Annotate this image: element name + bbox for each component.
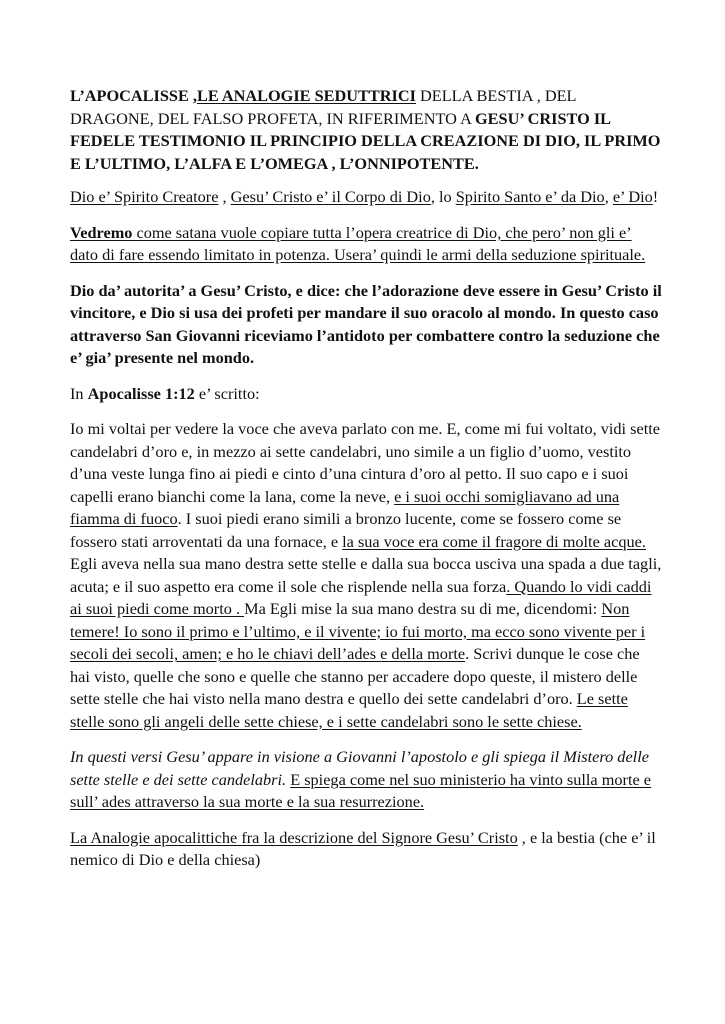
document-title	[70, 85, 662, 175]
title-plain-part: DELLA BESTIA , DEL DRAGONE, DEL FALSO PROFETA, IN RIFERIMENTO A	[70, 86, 576, 128]
title-bold-part: GESU’ CRISTO	[475, 108, 590, 128]
title-part: IL FEDELE TESTIMONIO IL PRINCIPIO DELLA CREAZIONE DI DIO, IL PRIMO E L’ULTIMO, L’ALFA E L’OMEGA , L’ONNIPOTENTE.	[70, 108, 661, 173]
paragraph-reference: In Apocalisse 1:12 e’ scritto:	[70, 383, 260, 403]
title-part: L’APOCALISSE ,	[70, 86, 197, 105]
paragraph-analogies: La Analogie apocalittiche fra la descrizione del Signore Gesu’ Cristo , e la bestia (che e’ il nemico di Dio e della chiesa)	[70, 827, 656, 869]
paragraph-authority: Dio da’ autorita’ a Gesu’ Cristo, e dice: che l’adorazione deve essere in Gesu’ Cristo il vincitore, e Dio si usa dei profeti per mandare il suo oracolo al mondo. In questo caso attraverso San Giovanni riceviamo l’antidoto per combattere contro la seduzione che e’ gia’ presente nel mondo.	[70, 280, 662, 367]
paragraph-commentary: In questi versi Gesu’ appare in visione a Giovanni l’apostolo e gli spiega il Mistero delle sette stelle e dei sette candelabri. E spiega come nel suo ministerio ha vinto sulla morte e sull’ ades attraverso la sua morte e la sua resurrezione.	[70, 747, 652, 811]
paragraph-scripture-quote: Io mi voltai per vedere la voce che aveva parlato con me. E, come mi fui voltato, vidi sette candelabri d’oro e, in mezzo ai sette candelabri, uno simile a un figlio d’uomo, vestito d’una veste lunga fino ai piedi e cinto d’una cintura d’oro al petto. Il suo capo e i suoi capelli erano bianchi come la lana, come la neve, e i suoi occhi somigliavano ad una fiamma di fuoco. I suoi piedi erano simili a bronzo lucente, come se fossero come se fossero stati arroventati da una fornace, e la sua voce era come il fragore di molte acque. Egli aveva nella sua mano destra sette stelle e dalla sua bocca usciva una spada a due tagli, acuta; e il suo aspetto era come il sole che risplende nella sua forza. Quando lo vidi caddi ai suoi piedi come morto . Ma Egli mise la sua mano destra su di me, dicendomi: Non temere! Io sono il primo e l’ultimo, e il vivente; io fui morto, ma ecco sono vivente per i secoli dei secoli, amen; e ho le chiavi dell’ades e della morte. Scrivi dunque le cose che hai visto, quelle che sono e quelle che stanno per accadere dopo queste, il mistero delle sette stelle che hai visto nella mano destra e quello dei sette candelabri d’oro. Le sette stelle sono gli angeli delle sette chiese, e i sette candelabri sono le sette chiese.	[70, 419, 662, 731]
title-underlined-part: LE ANALOGIE SEDUTTRICI	[196, 86, 416, 105]
document-page	[70, 85, 662, 885]
paragraph-trinity: Dio e’ Spirito Creatore , Gesu’ Cristo e’ il Corpo di Dio, lo Spirito Santo e’ da Dio, e’ Dio!	[70, 187, 659, 206]
paragraph-vedremo: Vedremo come satana vuole copiare tutta l’opera creatrice di Dio, che pero’ non gli e’ dato di fare essendo limitato in potenza. Usera’ quindi le armi della seduzione spirituale.	[70, 222, 646, 264]
